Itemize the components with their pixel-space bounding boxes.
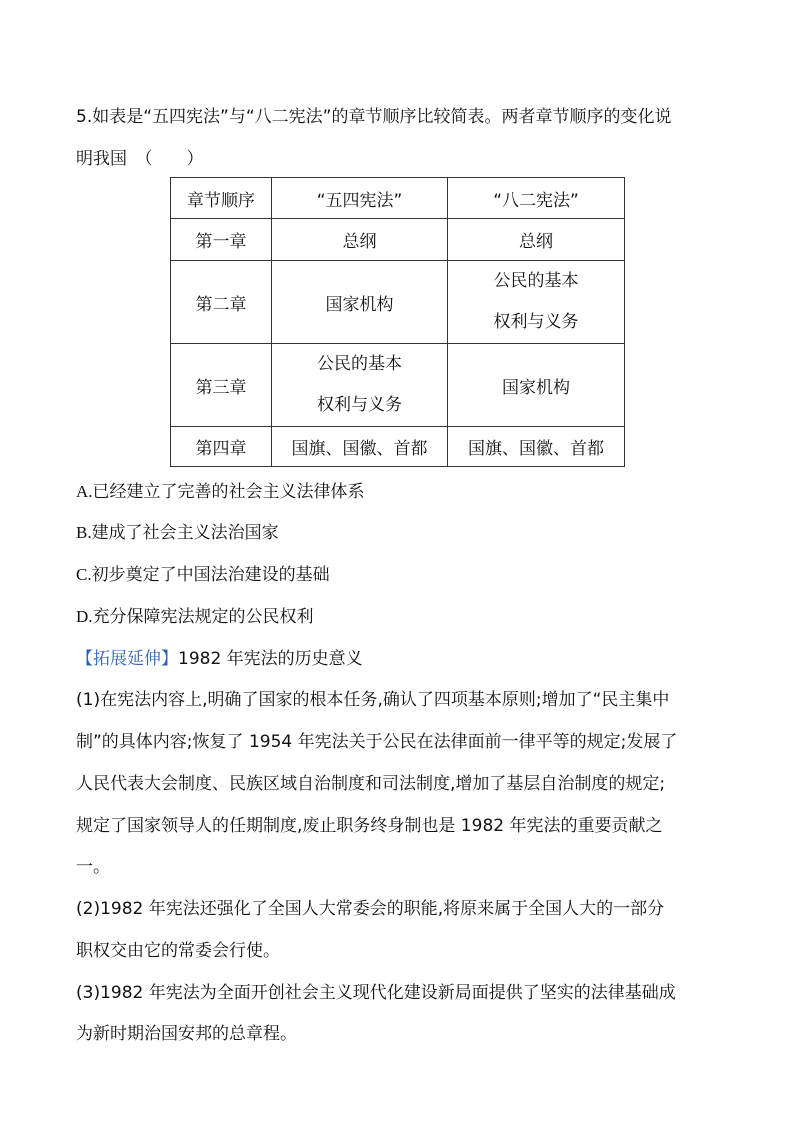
table-header-cell: 章节顺序: [171, 178, 272, 219]
chapter-cell: 第二章: [171, 261, 272, 344]
option-text: 建成了社会主义法治国家: [91, 523, 279, 543]
table-header-cell: “五四宪法”: [272, 178, 448, 219]
chapter-cell: 第四章: [171, 427, 272, 467]
extension-tag: 【拓展延伸】: [76, 649, 178, 669]
wusi-cell: [272, 344, 448, 427]
option-text: 已经建立了完善的社会主义法律体系: [92, 482, 365, 502]
chapter-cell: 第三章: [171, 344, 272, 427]
extension-p3-line: 为新时期治国安邦的总章程。: [76, 1024, 297, 1044]
option-a: [76, 481, 724, 503]
cell-line: 权利与义务: [317, 395, 402, 415]
extension-title: 1982 年宪法的历史意义: [178, 649, 363, 669]
wusi-cell: 国家机构: [272, 261, 448, 344]
option-letter: D.: [76, 607, 93, 626]
wusi-cell: 国旗、国徽、首都: [272, 427, 448, 467]
table-header-row: [171, 178, 625, 219]
extension-p1-line: 人民代表大会制度、民族区域自治制度和司法制度,增加了基层自治制度的规定;: [76, 774, 666, 794]
baer-cell: 国家机构: [448, 344, 625, 427]
extension-p2-line: 职权交由它的常委会行使。: [76, 941, 280, 961]
extension-heading: [76, 648, 724, 670]
extension-p1-line: 一。: [76, 857, 110, 877]
cell-line: 公民的基本: [493, 271, 579, 291]
table-row: [171, 427, 625, 467]
option-b: [76, 522, 724, 544]
extension-p1-line: (1)在宪法内容上,明确了国家的根本任务,确认了四项基本原则;增加了“民主集中: [76, 690, 670, 710]
baer-cell: 总纲: [448, 219, 625, 261]
table-header-cell: “八二宪法”: [448, 178, 625, 219]
table-row: [171, 344, 625, 427]
cell-line: 权利与义务: [493, 312, 579, 332]
constitution-comparison-table: [170, 177, 625, 467]
option-d: [76, 606, 724, 628]
option-text: 初步奠定了中国法治建设的基础: [91, 565, 330, 585]
chapter-cell: 第一章: [171, 219, 272, 261]
option-c: [76, 564, 724, 586]
extension-p1-line: 制”的具体内容;恢复了 1954 年宪法关于公民在法律面前一律平等的规定;发展了: [76, 732, 678, 752]
option-text: 充分保障宪法规定的公民权利: [92, 607, 314, 627]
question-stem-line-1: 5.如表是“五四宪法”与“八二宪法”的章节顺序比较简表。两者章节顺序的变化说: [76, 107, 672, 127]
wusi-cell: 总纲: [272, 219, 448, 261]
option-letter: B.: [76, 523, 92, 542]
table-row: [171, 261, 625, 344]
question-stem-line-2: 明我国 （ ）: [76, 149, 204, 169]
extension-p1-line: 规定了国家领导人的任期制度,废止职务终身制也是 1982 年宪法的重要贡献之: [76, 816, 663, 836]
baer-cell: 国旗、国徽、首都: [448, 427, 625, 467]
extension-p3-line: (3)1982 年宪法为全面开创社会主义现代化建设新局面提供了坚实的法律基础成: [76, 983, 676, 1003]
option-letter: A.: [76, 482, 93, 501]
option-letter: C.: [76, 565, 92, 584]
table-row: [171, 219, 625, 261]
baer-cell: [448, 261, 625, 344]
cell-line: 公民的基本: [317, 354, 402, 374]
extension-p2-line: (2)1982 年宪法还强化了全国人大常委会的职能,将原来属于全国人大的一部分: [76, 899, 665, 919]
